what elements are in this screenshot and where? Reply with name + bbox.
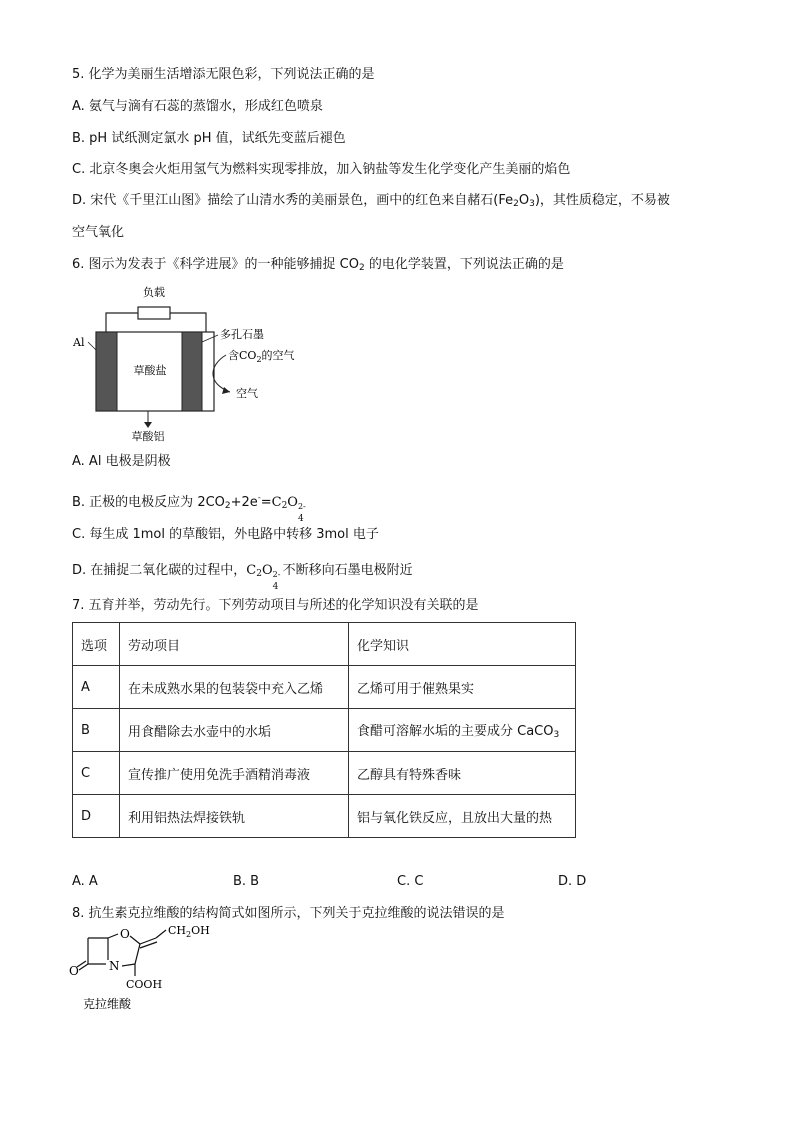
product-arrowhead bbox=[144, 422, 152, 428]
row-b-knowledge bbox=[349, 709, 576, 752]
row-d-option: D bbox=[73, 795, 120, 838]
header-labor-project: 劳动项目 bbox=[120, 623, 349, 666]
oxalate-ion-d bbox=[246, 562, 282, 592]
q6-option-b-text: B. 正极的电极反应为 2CO bbox=[72, 495, 225, 510]
compound-name: 克拉维酸 bbox=[83, 997, 132, 1011]
ion-c-sub-d: 2 bbox=[256, 569, 262, 579]
q5-stem: 5. 化学为美丽生活增添无限色彩，下列说法正确的是 bbox=[72, 67, 375, 82]
q5-option-d-tail: )，其性质稳定，不易被 bbox=[534, 193, 670, 208]
clavulanic-acid-structure bbox=[64, 924, 214, 1016]
q7-choice-c: C. C bbox=[397, 874, 424, 889]
row-b-project: 用食醋除去水壶中的水垢 bbox=[120, 709, 349, 752]
q6-stem bbox=[72, 256, 564, 277]
table-header-row bbox=[73, 623, 576, 666]
atom-n: N bbox=[109, 959, 120, 973]
al-electrode bbox=[96, 332, 117, 411]
q6-stem-text: 6. 图示为发表于《科学进展》的一种能够捕捉 CO bbox=[72, 257, 359, 272]
table-row bbox=[73, 666, 576, 709]
row-c-project: 宣传推广使用免洗手酒精消毒液 bbox=[120, 752, 349, 795]
ion-o-sub-d: 4 bbox=[272, 582, 279, 592]
q7-choice-b: B. B bbox=[233, 874, 260, 889]
aluminum-oxalate-label: 草酸铝 bbox=[131, 430, 165, 443]
q6-option-d-text: D. 在捕捉二氧化碳的过程中， bbox=[72, 563, 247, 578]
row-b-knowledge-text: 食醋可溶解水垢的主要成分 CaCO bbox=[357, 724, 554, 739]
q5-option-d bbox=[72, 192, 670, 213]
ion-o-d: O bbox=[261, 563, 273, 578]
air-out-label: 空气 bbox=[236, 387, 258, 400]
q6-stem-sub: 2 bbox=[358, 263, 365, 273]
al-leader bbox=[88, 342, 96, 350]
bond bbox=[130, 936, 140, 944]
q6-option-d bbox=[72, 562, 413, 592]
q6-option-a: A. Al 电极是阴极 bbox=[72, 454, 171, 469]
q6-option-b-mid: +2e bbox=[230, 495, 258, 510]
header-chem-knowledge: 化学知识 bbox=[349, 623, 576, 666]
air-flow-arrowhead bbox=[222, 387, 230, 394]
q7-stem: 7. 五育并举，劳动先行。下列劳动项目与所述的化学知识没有关联的是 bbox=[72, 598, 479, 613]
bond bbox=[156, 930, 166, 938]
header-option: 选项 bbox=[73, 623, 120, 666]
q6-option-b bbox=[72, 489, 306, 524]
q6-option-c: C. 每生成 1mol 的草酸铝，外电路中转移 3mol 电子 bbox=[72, 527, 379, 542]
bond bbox=[122, 964, 135, 966]
electrochemical-device-diagram bbox=[70, 280, 300, 445]
al-label: Al bbox=[73, 336, 85, 349]
table-row bbox=[73, 709, 576, 752]
air-in-label: 含$CO_2$的空气 bbox=[228, 349, 295, 364]
atom-o-ring: O bbox=[120, 927, 130, 941]
bond bbox=[135, 944, 140, 964]
q5-option-d-o: O bbox=[518, 193, 530, 208]
row-b-option: B bbox=[73, 709, 120, 752]
group-ch2oh: $CH_2OH$ bbox=[168, 924, 210, 939]
atom-o-carbonyl: O bbox=[69, 964, 79, 978]
row-c-option: C bbox=[73, 752, 120, 795]
graphite-electrode bbox=[182, 332, 202, 411]
table-row bbox=[73, 795, 576, 838]
q7-choice-d: D. D bbox=[558, 874, 587, 889]
q5-option-a: A. 氨气与滴有石蕊的蒸馏水，形成红色喷泉 bbox=[72, 99, 323, 114]
caco3-sub: 3 bbox=[553, 730, 560, 740]
q5-option-c: C. 北京冬奥会火炬用氢气为燃料实现零排放，加入钠盐等发生化学变化产生美丽的焰色 bbox=[72, 162, 571, 177]
table-row bbox=[73, 752, 576, 795]
ion-c: C bbox=[271, 495, 282, 510]
q6-option-b-eq: = bbox=[260, 495, 272, 510]
graphite-label: 多孔石墨 bbox=[220, 328, 264, 341]
group-cooh: COOH bbox=[126, 978, 163, 991]
row-d-knowledge: 铝与氧化铁反应，且放出大量的热 bbox=[349, 795, 576, 838]
q6-option-b-sup: - bbox=[257, 493, 261, 502]
q5-option-d-sub2: 3 bbox=[529, 199, 535, 209]
q5-option-d-text: D. 宋代《千里江山图》描绘了山清水秀的美丽景色，画中的红色来自赭石(Fe bbox=[72, 193, 514, 208]
oxalate-ion bbox=[271, 494, 306, 524]
q5-option-d-continued: 空气氧化 bbox=[72, 225, 125, 240]
q6-option-b-sub: 2 bbox=[224, 501, 231, 511]
ion-charge: 2- bbox=[297, 502, 306, 511]
q8-stem: 8. 抗生素克拉维酸的结构简式如图所示，下列关于克拉维酸的说法错误的是 bbox=[72, 906, 505, 921]
ion-o-sub: 4 bbox=[297, 514, 304, 524]
q6-option-d-tail: 不断移向石墨电极附近 bbox=[282, 563, 413, 578]
load-label: 负载 bbox=[143, 286, 165, 299]
row-a-option: A bbox=[73, 666, 120, 709]
q7-choice-a: A. A bbox=[72, 874, 98, 889]
row-a-project: 在未成熟水果的包装袋中充入乙烯 bbox=[120, 666, 349, 709]
row-c-knowledge: 乙醇具有特殊香味 bbox=[349, 752, 576, 795]
ion-c-d: C bbox=[246, 563, 257, 578]
q5-option-d-sub1: 2 bbox=[513, 199, 519, 209]
ion-o: O bbox=[287, 495, 298, 510]
ion-charge-d: 2- bbox=[272, 570, 281, 579]
oxalate-salt-label: 草酸盐 bbox=[133, 364, 167, 377]
row-d-project: 利用铝热法焊接铁轨 bbox=[120, 795, 349, 838]
load-resistor bbox=[138, 307, 170, 319]
q6-stem-tail: 的电化学装置，下列说法正确的是 bbox=[364, 257, 564, 272]
bond bbox=[108, 934, 118, 938]
row-a-knowledge: 乙烯可用于催熟果实 bbox=[349, 666, 576, 709]
ion-c-sub: 2 bbox=[281, 501, 288, 511]
q7-table bbox=[72, 622, 576, 838]
q5-option-b: B. pH 试纸测定氯水 pH 值，试纸先变蓝后褪色 bbox=[72, 131, 346, 146]
